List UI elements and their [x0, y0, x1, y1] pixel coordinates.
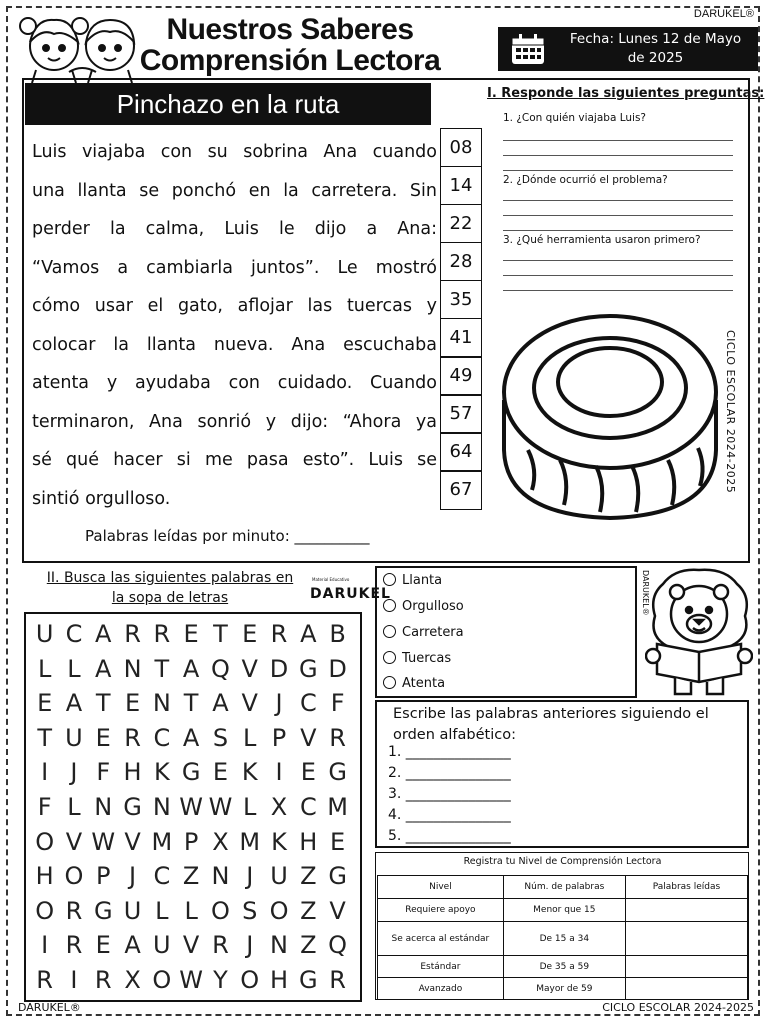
- grid-letter[interactable]: K: [271, 827, 287, 856]
- grid-letter[interactable]: V: [329, 896, 346, 925]
- grid-letter[interactable]: L: [243, 792, 257, 821]
- story-title: Pinchazo en la ruta: [25, 83, 431, 125]
- question-2: 2. ¿Dónde ocurrió el problema?: [503, 174, 668, 186]
- grid-letter[interactable]: V: [241, 689, 258, 718]
- grid-letter[interactable]: M: [327, 792, 348, 821]
- grid-letter[interactable]: I: [41, 758, 49, 787]
- grid-letter[interactable]: B: [329, 620, 346, 648]
- radio-icon[interactable]: [383, 676, 396, 689]
- grid-letter[interactable]: A: [300, 620, 317, 648]
- grid-letter[interactable]: Z: [300, 931, 317, 960]
- story-line: sé qué hacer si me pasa esto”. Luis se: [32, 450, 437, 470]
- word-search-grid[interactable]: [30, 617, 352, 998]
- grid-letter[interactable]: Z: [300, 896, 317, 925]
- grid-row: [30, 686, 352, 721]
- grid-letter[interactable]: P: [271, 723, 287, 752]
- table-cell: Mayor de 59: [503, 978, 625, 1000]
- story-line: “Vamos a cambiarla juntos”. Le mostró: [32, 257, 437, 278]
- grid-letter[interactable]: O: [269, 896, 289, 925]
- question-1: 1. ¿Con quién viajaba Luis?: [503, 112, 647, 124]
- lion-brand: DARUKEL®: [641, 570, 650, 616]
- grid-letter[interactable]: M: [151, 827, 173, 856]
- grid-letter[interactable]: X: [270, 792, 288, 821]
- table-header: Palabras leídas: [625, 876, 747, 899]
- words-per-minute[interactable]: Palabras leídas por minuto: __________: [85, 527, 370, 545]
- grid-letter[interactable]: F: [96, 758, 111, 787]
- answer-line[interactable]: [503, 260, 733, 261]
- grid-letter[interactable]: H: [270, 965, 289, 994]
- page-title: Nuestros Saberes Comprensión Lectora: [139, 13, 441, 77]
- grid-letter[interactable]: H: [35, 862, 54, 891]
- grid-letter[interactable]: G: [328, 862, 347, 891]
- grid-row: [30, 790, 352, 825]
- answer-line[interactable]: [503, 230, 733, 231]
- grid-letter[interactable]: R: [270, 620, 288, 648]
- grid-letter[interactable]: X: [124, 965, 141, 994]
- logo-subtitle: Material Educativo: [312, 577, 350, 582]
- grid-letter[interactable]: W: [179, 792, 203, 821]
- alphabetical-instruction: Escribe las palabras anteriores siguiendo el orden alfabético:: [393, 706, 709, 743]
- grid-letter[interactable]: N: [123, 654, 142, 683]
- story-line: una llanta se ponchó en la carretera. Sin: [32, 180, 437, 201]
- alphabetical-line[interactable]: 4. _______________: [388, 807, 511, 823]
- grid-letter[interactable]: W: [91, 827, 116, 856]
- grid-letter[interactable]: R: [124, 723, 141, 752]
- grid-letter[interactable]: E: [212, 758, 229, 787]
- grid-letter[interactable]: R: [153, 620, 171, 648]
- grid-letter[interactable]: I: [41, 931, 49, 960]
- grid-letter[interactable]: E: [95, 931, 111, 960]
- kids-illustration: [14, 8, 144, 83]
- grid-letter[interactable]: H: [123, 758, 142, 787]
- grid-letter[interactable]: E: [183, 620, 199, 648]
- grid-letter[interactable]: F: [330, 689, 345, 718]
- table-cell-input[interactable]: [625, 956, 747, 978]
- grid-letter[interactable]: N: [94, 792, 113, 821]
- table-header: Núm. de palabras: [503, 876, 625, 899]
- grid-letter[interactable]: V: [241, 654, 258, 683]
- grid-letter[interactable]: G: [328, 758, 347, 787]
- darukel-logo: DARUKEL: [310, 586, 391, 602]
- grid-letter[interactable]: P: [96, 862, 111, 891]
- grid-letter[interactable]: E: [330, 827, 346, 856]
- story-line: colocar la llanta nueva. Ana escuchaba: [32, 334, 437, 355]
- grid-letter[interactable]: V: [300, 723, 317, 752]
- grid-letter[interactable]: U: [65, 723, 83, 752]
- answer-line[interactable]: [503, 290, 733, 291]
- word-count: 14: [440, 166, 482, 206]
- grid-letter[interactable]: O: [35, 896, 55, 925]
- grid-letter[interactable]: V: [182, 931, 200, 960]
- grid-letter[interactable]: C: [299, 689, 317, 718]
- grid-letter[interactable]: T: [154, 654, 170, 683]
- grid-letter[interactable]: G: [181, 758, 201, 787]
- grid-letter[interactable]: T: [95, 689, 111, 718]
- word-count: 35: [440, 280, 482, 320]
- grid-letter[interactable]: R: [329, 965, 346, 994]
- levels-table: [377, 875, 748, 1000]
- story-line: sintió orgulloso.: [32, 488, 171, 509]
- alphabetical-line[interactable]: 3. _______________: [388, 786, 511, 802]
- radio-icon[interactable]: [383, 651, 396, 664]
- grid-letter[interactable]: J: [246, 931, 254, 960]
- grid-letter[interactable]: Z: [182, 862, 200, 891]
- story-text: [32, 133, 437, 518]
- cycle-side-text: CICLO ESCOLAR 2024-2025: [724, 330, 737, 494]
- grid-row: [30, 894, 352, 929]
- grid-letter[interactable]: U: [35, 620, 54, 648]
- grid-letter[interactable]: G: [299, 654, 318, 683]
- grid-letter[interactable]: Q: [210, 654, 230, 683]
- grid-letter[interactable]: U: [123, 896, 142, 925]
- grid-letter[interactable]: R: [212, 931, 229, 960]
- table-cell: De 35 a 59: [503, 956, 625, 978]
- grid-letter[interactable]: M: [239, 827, 261, 856]
- word-item[interactable]: Atenta: [383, 676, 445, 691]
- grid-letter[interactable]: T: [213, 620, 228, 648]
- grid-letter[interactable]: G: [93, 896, 113, 925]
- answer-line[interactable]: [503, 215, 733, 216]
- answer-line[interactable]: [503, 170, 733, 171]
- grid-letter[interactable]: L: [37, 654, 52, 683]
- grid-letter[interactable]: R: [94, 965, 112, 994]
- story-line: perder la calma, Luis le dijo a Ana:: [32, 219, 437, 239]
- word-item[interactable]: Tuercas: [383, 651, 451, 666]
- grid-letter[interactable]: L: [67, 654, 81, 683]
- grid-row: [30, 928, 352, 963]
- grid-row: [30, 617, 352, 652]
- grid-letter[interactable]: C: [65, 620, 83, 648]
- grid-row: [30, 963, 352, 998]
- grid-letter[interactable]: S: [212, 723, 229, 752]
- table-cell: Avanzado: [378, 978, 504, 1000]
- alphabetical-line[interactable]: 1. _______________: [388, 744, 511, 760]
- grid-letter[interactable]: A: [182, 723, 200, 752]
- grid-letter[interactable]: V: [124, 827, 141, 856]
- grid-letter[interactable]: H: [299, 827, 318, 856]
- grid-letter[interactable]: R: [65, 931, 83, 960]
- grid-letter[interactable]: K: [153, 758, 170, 787]
- lion-reading-illustration: [645, 566, 753, 698]
- grid-letter[interactable]: Y: [213, 965, 228, 994]
- question-3: 3. ¿Qué herramienta usaron primero?: [503, 234, 701, 246]
- grid-row: [30, 652, 352, 687]
- grid-letter[interactable]: O: [210, 896, 230, 925]
- table-cell: Menor que 15: [503, 899, 625, 922]
- grid-letter[interactable]: T: [37, 723, 52, 752]
- grid-letter[interactable]: W: [208, 792, 233, 821]
- word-item[interactable]: Orgulloso: [383, 599, 464, 614]
- grid-letter[interactable]: V: [65, 827, 83, 856]
- grid-letter[interactable]: C: [153, 862, 171, 891]
- grid-letter[interactable]: D: [328, 654, 347, 683]
- grid-letter[interactable]: Z: [300, 862, 317, 891]
- levels-title: Registra tu Nivel de Comprensión Lectora: [463, 856, 662, 867]
- questions-title: I. Responde las siguientes preguntas:: [487, 86, 765, 101]
- word-count: 28: [440, 242, 482, 282]
- word-count: 08: [440, 128, 482, 168]
- grid-letter[interactable]: W: [179, 965, 203, 994]
- grid-letter[interactable]: A: [95, 654, 112, 683]
- word-count: 49: [440, 356, 482, 396]
- calendar-icon: [510, 32, 546, 66]
- grid-letter[interactable]: A: [124, 931, 141, 960]
- cycle-bottom: CICLO ESCOLAR 2024-2025: [602, 1001, 754, 1014]
- table-cell: Estándar: [378, 956, 504, 978]
- word-count: 57: [440, 394, 482, 434]
- alphabetical-line[interactable]: 2. _______________: [388, 765, 511, 781]
- grid-letter[interactable]: N: [270, 931, 288, 960]
- table-cell: Se acerca al estándar: [378, 922, 504, 956]
- brand-top: DARUKEL®: [693, 8, 754, 20]
- grid-letter[interactable]: P: [183, 827, 199, 856]
- grid-row: [30, 825, 352, 860]
- grid-letter[interactable]: G: [123, 792, 142, 821]
- grid-letter[interactable]: R: [124, 620, 141, 648]
- grid-letter[interactable]: N: [152, 689, 171, 718]
- grid-letter[interactable]: J: [129, 862, 137, 891]
- grid-letter[interactable]: O: [35, 827, 55, 856]
- grid-letter[interactable]: U: [153, 931, 171, 960]
- word-count: 41: [440, 318, 482, 358]
- grid-letter[interactable]: F: [37, 792, 52, 821]
- word-count: 22: [440, 204, 482, 244]
- table-cell-input[interactable]: [625, 922, 747, 956]
- table-cell-input[interactable]: [625, 978, 747, 1000]
- grid-letter[interactable]: C: [299, 792, 317, 821]
- grid-letter[interactable]: D: [269, 654, 289, 683]
- answer-line[interactable]: [503, 275, 733, 276]
- grid-letter[interactable]: N: [211, 862, 230, 891]
- table-cell: Requiere apoyo: [378, 899, 504, 922]
- grid-letter[interactable]: J: [246, 862, 254, 891]
- grid-letter[interactable]: L: [155, 896, 169, 925]
- grid-letter[interactable]: A: [212, 689, 229, 718]
- grid-letter[interactable]: R: [329, 723, 346, 752]
- grid-letter[interactable]: R: [36, 965, 53, 994]
- grid-letter[interactable]: I: [275, 758, 283, 787]
- grid-letter[interactable]: L: [67, 792, 81, 821]
- grid-letter[interactable]: S: [242, 896, 258, 925]
- brand-bottom: DARUKEL®: [18, 1001, 81, 1014]
- grid-letter[interactable]: A: [65, 689, 83, 718]
- grid-letter[interactable]: J: [275, 689, 283, 718]
- story-line: terminaron, Ana sonrió y dijo: “Ahora ya: [32, 411, 437, 432]
- grid-letter[interactable]: K: [241, 758, 258, 787]
- grid-letter[interactable]: E: [95, 723, 111, 752]
- grid-row: [30, 859, 352, 894]
- alphabetical-line[interactable]: 5. _______________: [388, 828, 511, 844]
- answer-line[interactable]: [503, 140, 733, 141]
- grid-letter[interactable]: G: [299, 965, 318, 994]
- grid-letter[interactable]: R: [65, 896, 83, 925]
- word-count: 67: [440, 470, 482, 510]
- grid-letter[interactable]: Q: [328, 931, 348, 960]
- grid-letter[interactable]: O: [64, 862, 84, 891]
- grid-letter[interactable]: C: [153, 723, 171, 752]
- radio-icon[interactable]: [383, 599, 396, 612]
- answer-line[interactable]: [503, 200, 733, 201]
- grid-letter[interactable]: U: [270, 862, 288, 891]
- grid-letter[interactable]: I: [70, 965, 78, 994]
- story-line: cómo usar el gato, aflojar las tuercas y: [32, 296, 437, 316]
- date-box: [498, 27, 758, 71]
- word-item[interactable]: Llanta: [383, 573, 442, 588]
- table-cell-input[interactable]: [625, 899, 747, 922]
- grid-letter[interactable]: N: [152, 792, 171, 821]
- word-count: 64: [440, 432, 482, 472]
- story-line: atenta y ayudaba con cuidado. Cuando: [32, 373, 437, 393]
- radio-icon[interactable]: [383, 573, 396, 586]
- date-text: Fecha: Lunes 12 de Mayo de 2025: [569, 31, 742, 66]
- table-header: Nivel: [378, 876, 504, 899]
- grid-letter[interactable]: J: [70, 758, 78, 787]
- grid-letter[interactable]: E: [124, 689, 141, 718]
- grid-letter[interactable]: A: [95, 620, 112, 648]
- word-item[interactable]: Carretera: [383, 625, 464, 640]
- grid-letter[interactable]: T: [183, 689, 199, 718]
- grid-letter[interactable]: O: [240, 965, 260, 994]
- tire-illustration: [498, 310, 723, 525]
- grid-letter[interactable]: E: [242, 620, 258, 648]
- word-counts: [440, 129, 482, 510]
- story-line: Luis viajaba con su sobrina Ana cuando: [32, 142, 437, 162]
- grid-letter[interactable]: A: [182, 654, 200, 683]
- grid-row: [30, 755, 352, 790]
- grid-letter[interactable]: L: [243, 723, 257, 752]
- grid-letter[interactable]: X: [212, 827, 229, 856]
- section2-title: II. Busca las siguientes palabras en la sopa de letras: [46, 570, 294, 606]
- radio-icon[interactable]: [383, 625, 396, 638]
- grid-letter[interactable]: E: [300, 758, 316, 787]
- grid-row: [30, 721, 352, 756]
- grid-letter[interactable]: E: [37, 689, 53, 718]
- grid-letter[interactable]: L: [184, 896, 198, 925]
- grid-letter[interactable]: O: [152, 965, 172, 994]
- table-cell: De 15 a 34: [503, 922, 625, 956]
- answer-line[interactable]: [503, 155, 733, 156]
